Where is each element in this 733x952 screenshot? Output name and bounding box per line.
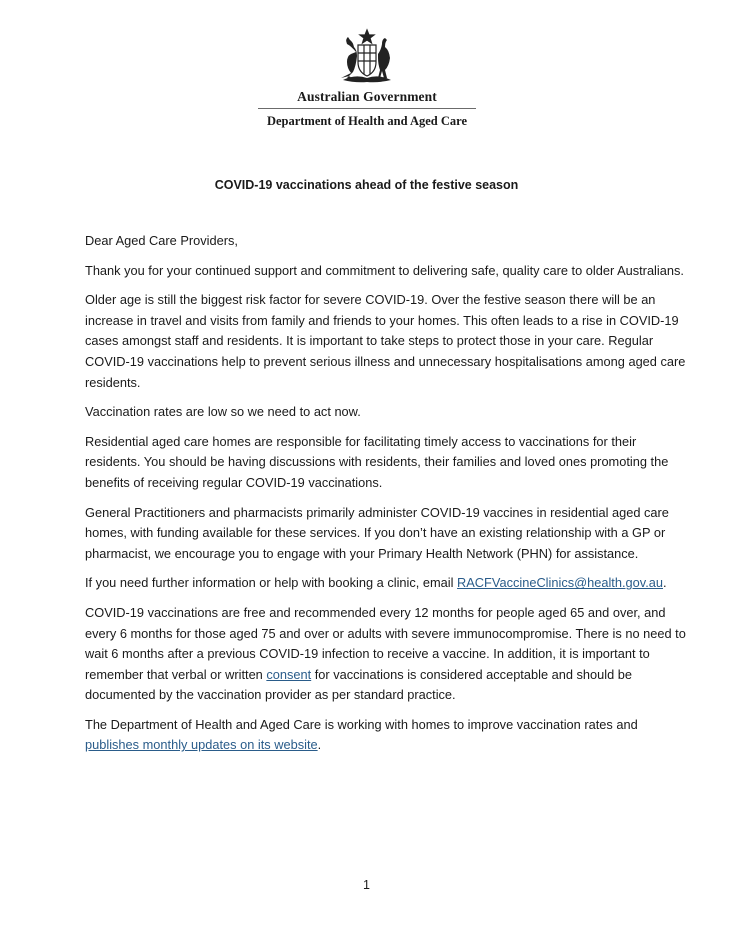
paragraph-responsibility: Residential aged care homes are responsible for facilitating timely access to vaccinations for their residents. You should be having discussions with residents, their families and loved ones promoting the benefits of receiving regular COVID-19 vaccinations. [85,433,669,490]
monthly-updates-link[interactable]: publishes monthly updates on its website [85,737,318,753]
consent-link[interactable]: consent [266,666,312,682]
page-number: 1 [363,878,370,892]
salutation: Dear Aged Care Providers, [85,233,238,248]
government-name: Australian Government [297,89,437,104]
paragraph-risk: Older age is still the biggest risk factor for severe COVID-19. Over the festive season there will be an increase in travel and visits from family and friends to your homes. This often leads to a rise in COVID-19 cases amongst staff and residents. It is important to take steps to protect those in your care. Regular COVID-19 vaccinations help to prevent serious illness and unnecessary hospitalisations among aged care residents. [85,292,686,390]
department-name: Department of Health and Aged Care [266,114,468,128]
paragraph-updates [85,715,695,756]
document-title: COVID-19 vaccinations ahead of the festive season [214,178,519,192]
recommendations-text-end: for vaccinations is considered acceptable and should be documented by the vaccination provider as per standard practice. [85,666,633,703]
paragraph-recommendations [85,603,695,706]
letterhead [258,28,476,129]
contact-text: If you need further information or help with booking a clinic, email [85,575,458,591]
updates-text: The Department of Health and Aged Care is working with homes to improve vaccination rates and [85,716,638,732]
paragraph-low-rates: Vaccination rates are low so we need to act now. [85,404,361,420]
contact-text-end: . [663,575,667,591]
paragraph-administration: General Practitioners and pharmacists primarily administer COVID-19 vaccines in residential aged care homes, with funding available for these services. If you don’t have an existing relationship with a GP or pharmacist, we encourage you to engage with your Primary Health Network (PHN) for assistance. [85,504,669,561]
updates-text-end: . [317,737,322,753]
paragraph-thanks: Thank you for your continued support and commitment to delivering safe, quality care to older Australians. [85,262,684,278]
email-link[interactable]: RACFVaccineClinics@health.gov.au [457,575,664,591]
letter-body [85,231,695,765]
letterhead-divider [258,108,476,109]
australian-coat-of-arms-icon [325,28,409,86]
paragraph-contact [85,573,695,594]
recommendations-text: COVID-19 vaccinations are free and recommended every 12 months for people aged 65 and over, and every 6 months for those aged 75 and over or adults with severe immunocompromise. There is no need to wait 6 months after a previous COVID-19 infection to receive a vaccine. In addition, it is important to remember that verbal or written [85,604,686,682]
